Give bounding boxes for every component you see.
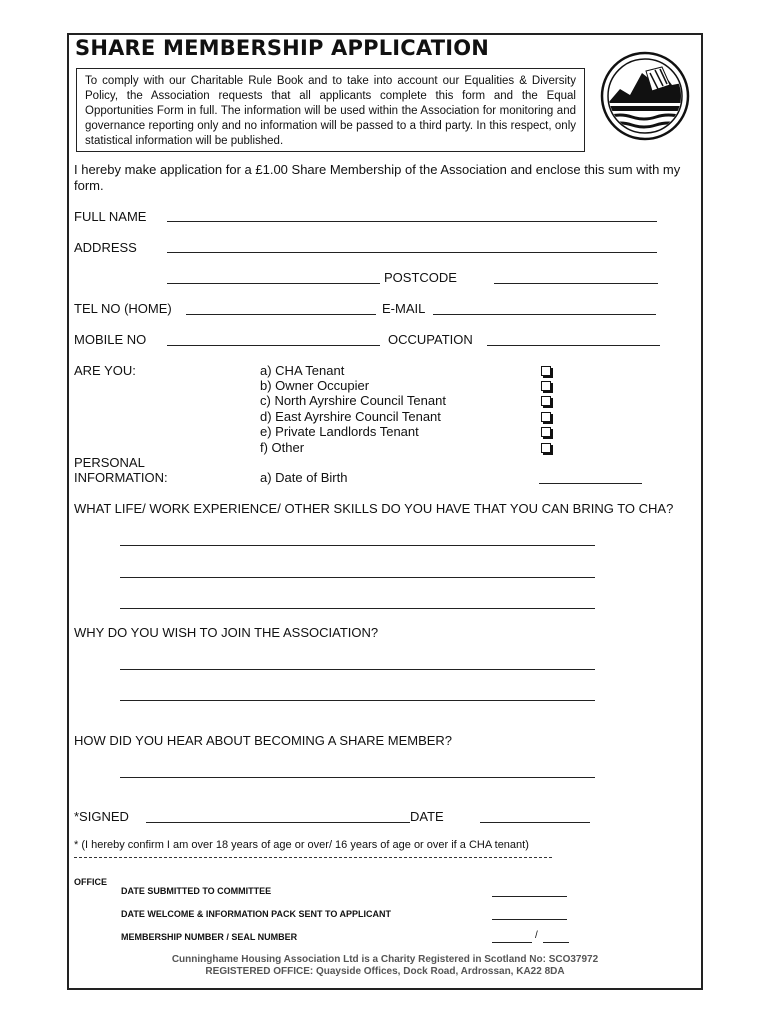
address-field-line1[interactable] (167, 252, 657, 253)
checkbox-icon[interactable] (541, 443, 551, 453)
address-label: ADDRESS (74, 240, 137, 255)
footer-address: REGISTERED OFFICE: Quayside Offices, Dock Road, Ardrossan, KA22 8DA (205, 966, 565, 977)
occupation-label: OCCUPATION (388, 332, 473, 347)
membership-number-label: MEMBERSHIP NUMBER / SEAL NUMBER (121, 932, 298, 942)
checkbox-icon[interactable] (541, 412, 551, 422)
why-join-answer-line[interactable] (120, 669, 595, 670)
tel-home-field[interactable] (186, 314, 376, 315)
cut-line (74, 857, 552, 858)
experience-question: WHAT LIFE/ WORK EXPERIENCE/ OTHER SKILLS DO YOU HAVE THAT YOU CAN BRING TO CHA? (74, 501, 674, 516)
mobile-field[interactable] (167, 345, 380, 346)
personal-label: PERSONAL (74, 455, 145, 470)
tel-home-label: TEL NO (HOME) (74, 301, 172, 316)
age-confirmation: * (I hereby confirm I am over 18 years of age or over/ 16 years of age or over if a CHA tenant) (74, 839, 529, 851)
email-label: E-MAIL (382, 301, 426, 316)
full-name-field[interactable] (167, 221, 657, 222)
why-join-answer-line[interactable] (120, 700, 595, 701)
signed-label: *SIGNED (74, 809, 129, 824)
privacy-notice: To comply with our Charitable Rule Book and to take into account our Equalities & Diversity Policy, the Association requests that all applicants complete this form and the Equal Opportunities Form in full. The information will be used within the Association for monitoring and governance reporting only and no information will be passed to a third party. In this respect, only statistical information will be published. (76, 68, 585, 152)
office-label: OFFICE (74, 877, 107, 887)
welcome-pack-label: DATE WELCOME & INFORMATION PACK SENT TO APPLICANT (121, 909, 391, 919)
postcode-label: POSTCODE (384, 270, 457, 285)
why-join-question: WHY DO YOU WISH TO JOIN THE ASSOCIATION? (74, 625, 379, 640)
option-private-landlord: e) Private Landlords Tenant (260, 424, 419, 439)
option-north-ayrshire: c) North Ayrshire Council Tenant (260, 393, 446, 408)
checkbox-icon[interactable] (541, 427, 551, 437)
checkbox-icon[interactable] (541, 396, 551, 406)
option-cha-tenant: a) CHA Tenant (260, 363, 345, 378)
date-submitted-field[interactable] (492, 896, 567, 897)
dob-field[interactable] (539, 483, 642, 484)
experience-answer-line[interactable] (120, 577, 595, 578)
seal-number-field[interactable] (543, 942, 569, 943)
date-label: DATE (410, 809, 444, 824)
experience-answer-line[interactable] (120, 545, 595, 546)
information-label: INFORMATION: (74, 470, 168, 485)
page-title: SHARE MEMBERSHIP APPLICATION (75, 36, 490, 60)
signature-field[interactable] (146, 822, 410, 823)
full-name-label: FULL NAME (74, 209, 147, 224)
seal-separator: / (535, 930, 538, 941)
dob-label: a) Date of Birth (260, 470, 348, 485)
address-field-line2[interactable] (167, 283, 380, 284)
how-hear-question: HOW DID YOU HEAR ABOUT BECOMING A SHARE MEMBER? (74, 733, 453, 748)
welcome-pack-field[interactable] (492, 919, 567, 920)
are-you-label: ARE YOU: (74, 363, 136, 378)
checkbox-icon[interactable] (541, 381, 551, 391)
email-field[interactable] (433, 314, 656, 315)
experience-answer-line[interactable] (120, 608, 595, 609)
association-logo-icon (600, 51, 690, 141)
membership-number-field[interactable] (492, 942, 532, 943)
checkbox-icon[interactable] (541, 366, 551, 376)
mobile-label: MOBILE NO (74, 332, 147, 347)
option-east-ayrshire: d) East Ayrshire Council Tenant (260, 409, 441, 424)
occupation-field[interactable] (487, 345, 660, 346)
footer-charity: Cunninghame Housing Association Ltd is a Charity Registered in Scotland No: SCO37972 (171, 954, 599, 965)
date-submitted-label: DATE SUBMITTED TO COMMITTEE (121, 886, 272, 896)
intro-text: I hereby make application for a £1.00 Share Membership of the Association and enclose this sum with my form. (74, 162, 681, 193)
option-owner-occupier: b) Owner Occupier (260, 378, 370, 393)
option-other: f) Other (260, 440, 305, 455)
signature-date-field[interactable] (480, 822, 590, 823)
postcode-field[interactable] (494, 283, 658, 284)
how-hear-answer-line[interactable] (120, 777, 595, 778)
